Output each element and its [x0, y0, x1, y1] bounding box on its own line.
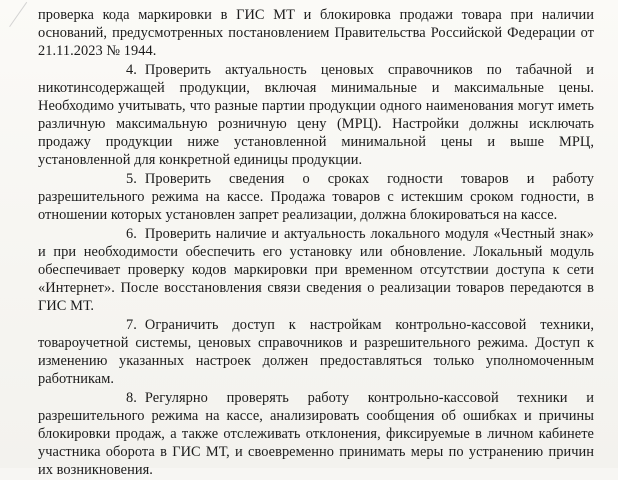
paragraph-item-6	[38, 225, 594, 315]
paragraph-item-7	[38, 316, 594, 388]
paragraph-text: проверка кода маркировки в ГИС МТ и блокировка продажи товара при наличии оснований, предусмотренных постановлением Правительства Российской Федерации от 21.11.2023 № 1944.	[38, 7, 594, 59]
page-corner-fold	[0, 0, 27, 27]
paragraph-number: 8.	[126, 390, 137, 406]
paragraph-text: Регулярно проверять работу контрольно-кассовой техники и разрешительного режима на кассе, анализировать сообщения об ошибках и причины блокировки продаж, а также отслеживать отклонения, фиксируемые в личном кабинете участника оборота в ГИС МТ, и своевременно принимать меры по устранению причин их возникновения.	[38, 390, 594, 478]
paragraph-text: Проверить актуальность ценовых справочников по табачной и никотинсодержащей продукции, включая минимальные и максимальные цены. Необходимо учитывать, что разные партии продукции одного наименования могут иметь различную максимальную розничную цену (МРЦ). Настройки должны исключать продажу продукции ниже установленной минимальной цены и выше МРЦ, установленной для конкретной единицы продукции.	[38, 62, 594, 168]
paragraph-number: 5.	[126, 171, 137, 187]
paragraph-number: 4.	[126, 62, 137, 78]
paragraph-text: Ограничить доступ к настройкам контрольно-кассовой техники, товароучетной системы, ценовых справочников и разрешительного режима. Доступ к изменению указанных настроек должен предоставляться только уполномоченным работникам.	[38, 317, 594, 387]
paragraph-text: Проверить наличие и актуальность локального модуля «Честный знак» и при необходимости обеспечить его установку или обновление. Локальный модуль обеспечивает проверку кодов маркировки при временном отсутствии доступа к сети «Интернет». После восстановления связи сведения о реализации товаров передаются в ГИС МТ.	[38, 226, 594, 314]
paragraph-text: Проверить сведения о сроках годности товаров и работу разрешительного режима на кассе. Продажа товаров с истекшим сроком годности, в отношении которых установлен запрет реализации, должна блокироваться на кассе.	[38, 171, 594, 223]
paragraph-item-4	[38, 61, 594, 169]
paragraph-number: 6.	[126, 226, 137, 242]
document-body	[38, 6, 594, 480]
paragraph-item-5	[38, 170, 594, 224]
paragraph-continuation	[38, 6, 594, 60]
paragraph-item-8	[38, 389, 594, 479]
paragraph-number: 7.	[126, 317, 137, 333]
